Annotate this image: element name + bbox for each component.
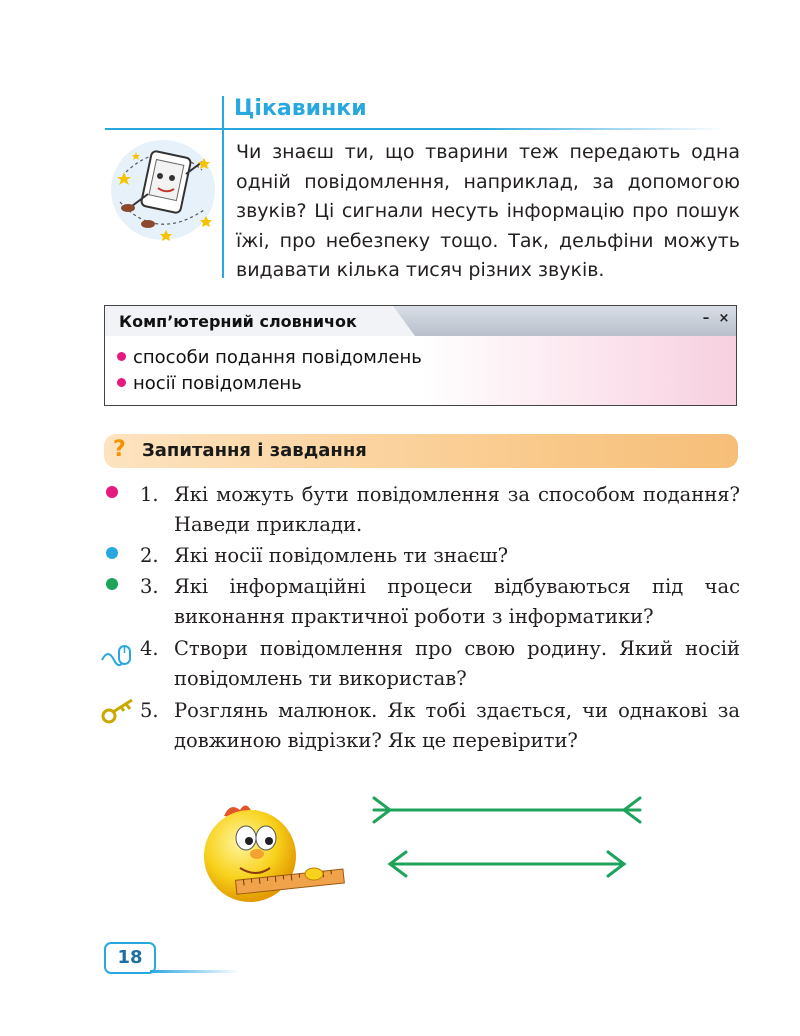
task-1 <box>140 480 740 540</box>
question-mark-icon: ? <box>113 437 126 462</box>
task-text: Які носії повідомлень ти знаєш? <box>174 544 509 567</box>
blue-level-marker <box>106 547 118 559</box>
glossary-item-text: способи подання повідомлень <box>133 347 422 368</box>
fun-facts-divider <box>105 128 725 130</box>
page-number: 18 <box>104 942 156 974</box>
task-text: Розглянь малюнок. Як тобі здається, чи однакові за довжиною відрізки? Як це перевірити? <box>174 699 740 752</box>
task-number: 5. <box>140 699 159 722</box>
task-3 <box>140 572 740 632</box>
close-icon: × <box>718 311 730 326</box>
glossary-body <box>105 336 736 405</box>
computer-mouse-icon <box>100 638 136 672</box>
questions-title: Запитання і завдання <box>142 440 367 461</box>
task-number: 3. <box>140 575 159 598</box>
task-text: Які можуть бути повідомлення за способом подання? Наведи приклади. <box>174 483 740 536</box>
glossary-item <box>117 373 302 394</box>
segment-outward-fins <box>374 798 640 822</box>
fun-facts-vertical-rule <box>222 96 224 278</box>
task-4 <box>140 634 740 694</box>
line-segments-illusion <box>366 792 648 882</box>
questions-header <box>104 434 738 468</box>
task-number: 2. <box>140 544 159 567</box>
minimize-icon: – <box>702 311 710 326</box>
segment-inward-arrows <box>390 852 624 876</box>
page-number-underline <box>150 970 240 973</box>
task-5 <box>140 696 740 756</box>
computer-glossary-window <box>104 305 737 406</box>
green-level-marker <box>106 578 118 590</box>
cartoon-tablet-illustration <box>106 132 220 244</box>
glossary-item-text: носії повідомлень <box>133 373 302 394</box>
task-text: Створи повідомлення про свою родину. Який носій повідомлень ти використав? <box>174 637 740 690</box>
task-2 <box>140 541 740 571</box>
bullet-icon <box>117 378 126 387</box>
bullet-icon <box>117 352 126 361</box>
cartoon-character-with-ruler <box>196 792 346 910</box>
pink-level-marker <box>106 486 118 498</box>
task-number: 4. <box>140 637 159 660</box>
fun-facts-text: Чи знаєш ти, що тварини теж передають одна одній повідомлення, наприклад, за допомогою звуків? Ці сигнали несуть інформацію про пошук їжі, про небезпеку тощо. Так, дельфіни можуть видавати кілька тисяч різних звуків. <box>236 141 740 281</box>
task-number: 1. <box>140 483 159 506</box>
task-text: Які інформаційні процеси відбуваються під час виконання практичної роботи з інформатики? <box>174 575 740 628</box>
glossary-item <box>117 347 422 368</box>
glossary-title: Комп’ютерний словничок <box>119 312 357 331</box>
key-icon <box>100 696 140 726</box>
fun-facts-title: Цікавинки <box>234 96 367 121</box>
